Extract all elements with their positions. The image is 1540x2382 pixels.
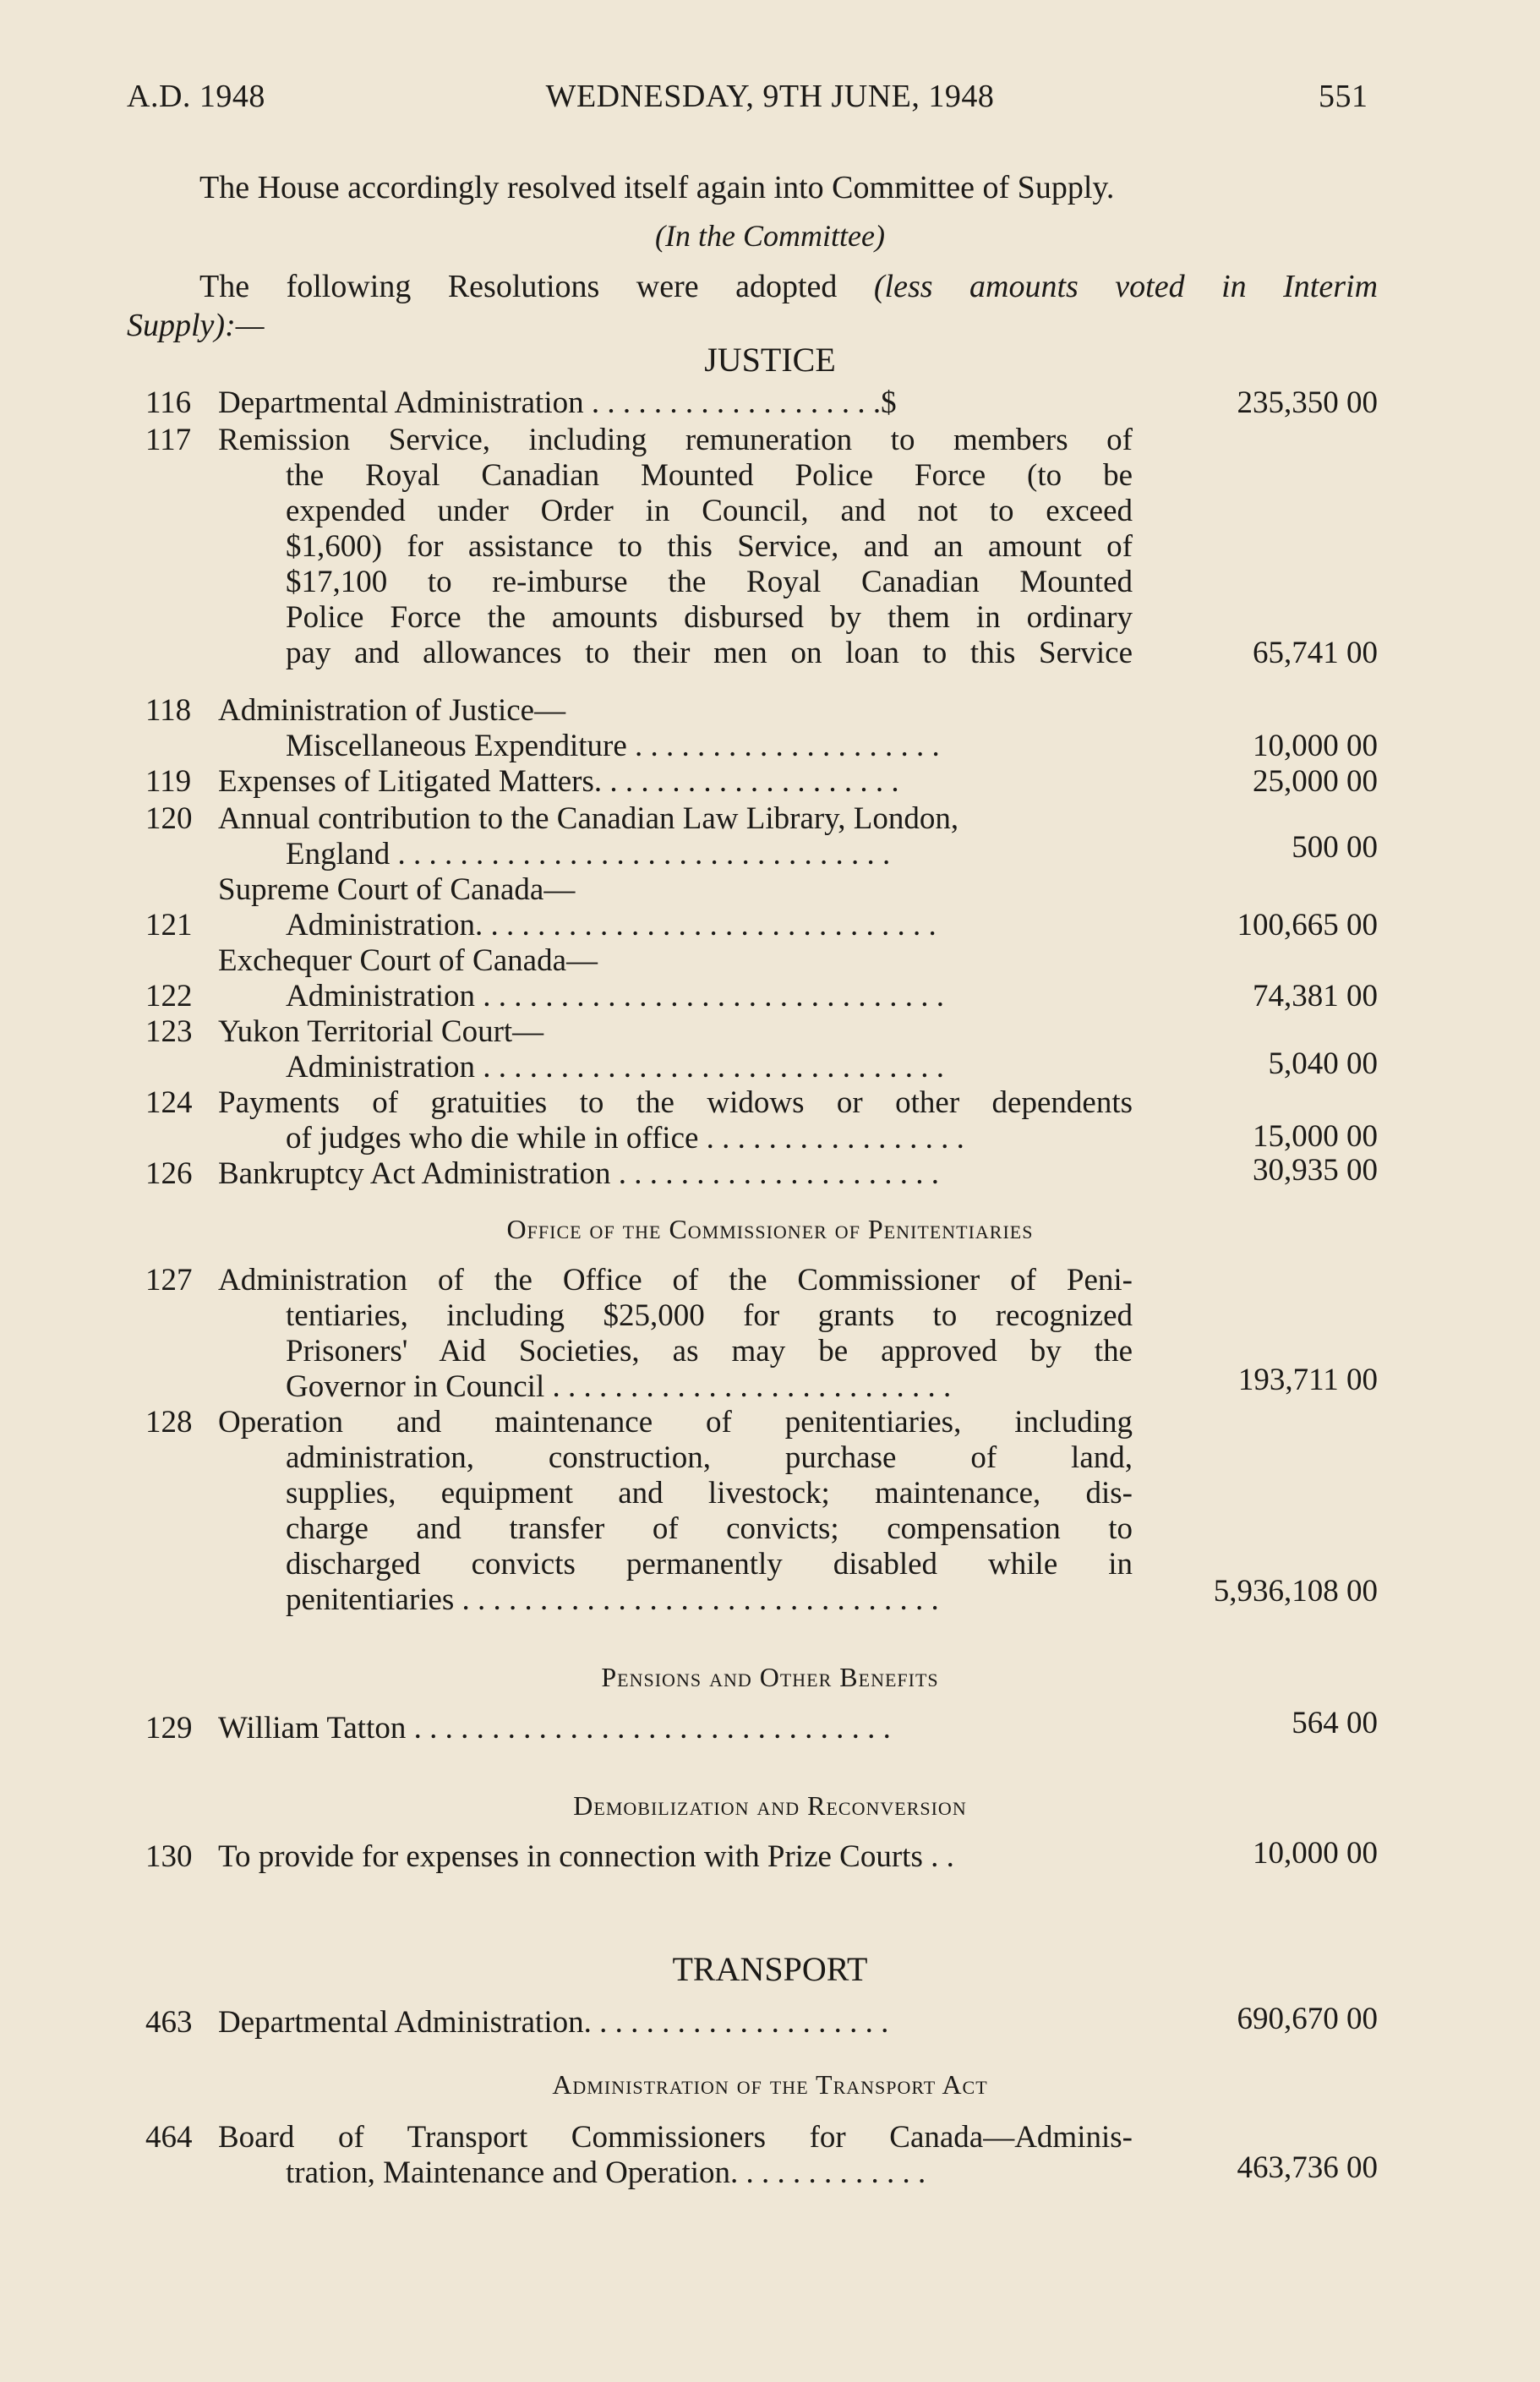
vote-line: Departmental Administration. . . . . . . . . . . . . . . . . . . . [218,2005,889,2040]
vote-line: Miscellaneous Expenditure . . . . . . . . . . . . . . . . . . . . [286,729,940,763]
subheading-line: Exchequer Court of Canada— [218,943,598,978]
vote-description [218,872,1133,908]
vote-line: the Royal Canadian Mounted Police Force (to be [286,458,1133,493]
vote-number: 121 [145,908,193,942]
vote-amount: 564 00 [1292,1706,1378,1740]
vote-amount: 30,935 00 [1253,1153,1378,1188]
vote-line: expended under Order in Council, and not to exceed [286,494,1133,528]
intro-sentence: The House accordingly resolved itself again into Committee of Supply. [199,170,1115,205]
vote-amount: 65,741 00 [1253,636,1378,670]
vote-number: 123 [145,1014,193,1049]
vote-amount: 690,670 00 [1237,2002,1378,2036]
vote-number: 128 [145,1405,193,1440]
vote-line: Remission Service, including remuneration to members of [218,423,1133,457]
vote-line: $1,600) for assistance to this Service, and an amount of [286,529,1133,564]
vote-line: discharged convicts permanently disabled while in [286,1547,1133,1582]
vote-line: Administration . . . . . . . . . . . . . . . . . . . . . . . . . . . . . . [286,1050,945,1084]
vote-line: To provide for expenses in connection with Prize Courts . . [218,1839,954,1874]
vote-amount: 10,000 00 [1253,729,1378,763]
vote-line: Departmental Administration . . . . . . . . . . . . . . . . . . .$ [218,385,897,420]
adopted-italic: (less amounts voted in Interim [873,269,1379,304]
vote-line: Bankruptcy Act Administration . . . . . . . . . . . . . . . . . . . . . [218,1156,940,1191]
vote-line: Administration of the Office of the Commissioner of Peni- [218,1263,1133,1298]
committee-note: (In the Committee) [655,219,885,253]
header-year: A.D. 1948 [127,79,265,114]
vote-line: $17,100 to re-imburse the Royal Canadian Mounted [286,565,1133,599]
adopted-lead: The following Resolutions were adopted [199,269,838,304]
vote-description [218,1711,1133,1746]
vote-description [218,1085,1133,1156]
vote-line: England . . . . . . . . . . . . . . . . . . . . . . . . . . . . . . . . [286,837,891,871]
page-number: 551 [1319,79,1368,114]
vote-line: administration, construction, purchase of land, [286,1440,1133,1475]
vote-line: tentiaries, including $25,000 for grants to recognized [286,1298,1133,1333]
vote-number: 124 [145,1085,193,1120]
section-transport-act: Administration of the Transport Act [552,2069,988,2100]
vote-description [218,693,1133,764]
vote-description [218,1405,1133,1618]
vote-description [218,801,1133,872]
section-penitentiaries: Office of the Commissioner of Penitentiaries [506,1214,1034,1244]
vote-amount: 463,736 00 [1237,2150,1378,2185]
vote-amount: 193,711 00 [1237,1363,1378,1397]
vote-amount: 235,350 00 [1237,385,1378,420]
vote-line: Administration. . . . . . . . . . . . . . . . . . . . . . . . . . . . . . [286,908,937,942]
vote-line: Expenses of Litigated Matters. . . . . . . . . . . . . . . . . . . . [218,764,899,799]
vote-number: 126 [145,1156,193,1191]
vote-line: Yukon Territorial Court— [218,1014,544,1049]
vote-number: 127 [145,1263,193,1298]
resolutions-adopted-paragraph [127,267,1378,345]
vote-line: Annual contribution to the Canadian Law Library, London, [218,801,959,836]
vote-line: Administration . . . . . . . . . . . . . . . . . . . . . . . . . . . . . . [286,979,945,1013]
vote-description [218,2005,1133,2041]
vote-description [218,979,1133,1014]
vote-line: pay and allowances to their men on loan to this Service [286,636,1133,670]
vote-line: penitentiaries . . . . . . . . . . . . . . . . . . . . . . . . . . . . . . . [286,1582,939,1617]
vote-line: Board of Transport Commissioners for Canada—Adminis- [218,2120,1133,2155]
vote-line: Payments of gratuities to the widows or other dependents [218,1085,1133,1120]
vote-description [218,1014,1133,1085]
vote-description [218,908,1133,943]
vote-description [218,1839,1133,1875]
vote-amount: 100,665 00 [1237,908,1378,942]
vote-number: 117 [145,423,192,457]
vote-number: 129 [145,1711,193,1746]
header-date: WEDNESDAY, 9TH JUNE, 1948 [545,79,995,114]
vote-number: 463 [145,2005,193,2040]
vote-description [218,764,1133,800]
vote-number: 122 [145,979,193,1013]
section-transport: TRANSPORT [672,1950,868,1988]
adopted-line-1 [127,267,1378,306]
vote-line: Governor in Council . . . . . . . . . . . . . . . . . . . . . . . . . . [286,1369,952,1404]
vote-description [218,943,1133,979]
vote-line: Operation and maintenance of penitentiaries, including [218,1405,1133,1440]
section-justice: JUSTICE [704,341,836,379]
vote-amount: 74,381 00 [1253,979,1378,1013]
vote-amount: 5,936,108 00 [1213,1574,1378,1609]
vote-description [218,423,1133,671]
vote-number: 130 [145,1839,193,1874]
vote-description [218,2120,1133,2191]
vote-amount: 10,000 00 [1253,1836,1378,1871]
vote-description [218,385,1133,421]
vote-description [218,1263,1133,1405]
vote-line: tration, Maintenance and Operation. . . . . . . . . . . . . [286,2155,926,2190]
vote-line: Police Force the amounts disbursed by them in ordinary [286,600,1133,635]
vote-line: Prisoners' Aid Societies, as may be approved by the [286,1334,1133,1369]
vote-line: charge and transfer of convicts; compensation to [286,1511,1133,1546]
vote-number: 119 [145,764,192,799]
vote-amount: 15,000 00 [1253,1119,1378,1154]
vote-line: Administration of Justice— [218,693,566,728]
section-demobilization: Demobilization and Reconversion [573,1790,967,1821]
vote-amount: 5,040 00 [1268,1046,1378,1081]
vote-line: William Tatton . . . . . . . . . . . . . . . . . . . . . . . . . . . . . . . [218,1711,891,1746]
vote-number: 116 [145,385,192,420]
vote-amount: 25,000 00 [1253,764,1378,799]
vote-number: 464 [145,2120,193,2155]
vote-number: 118 [145,693,192,728]
section-pensions: Pensions and Other Benefits [601,1662,939,1692]
vote-line: of judges who die while in office . . . . . . . . . . . . . . . . . [286,1121,964,1155]
subheading-line: Supreme Court of Canada— [218,872,576,907]
vote-line: supplies, equipment and livestock; maintenance, dis- [286,1476,1133,1511]
vote-description [218,1156,1133,1192]
vote-amount: 500 00 [1292,830,1378,865]
vote-number: 120 [145,801,193,836]
adopted-line-2: Supply):— [127,308,265,343]
